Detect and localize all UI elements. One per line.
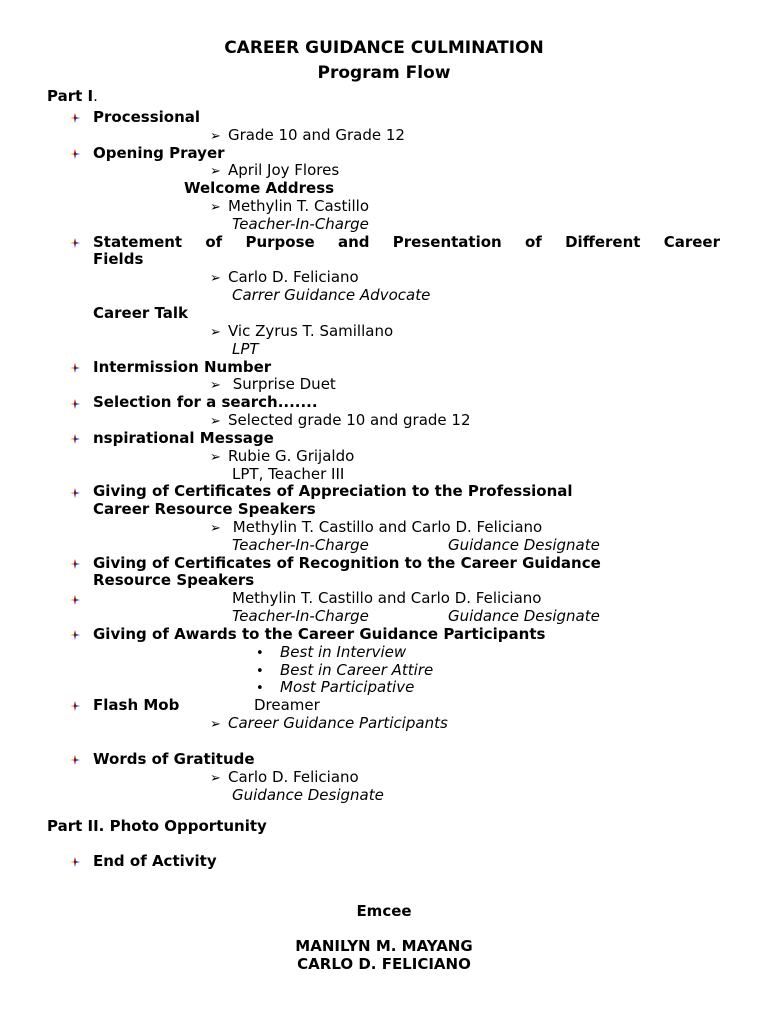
- item-statement-line1: Statement of Purpose and Presentation of Different Career: [93, 233, 720, 251]
- emcee-name-2: CARLO D. FELICIANO: [297, 955, 471, 973]
- award-list-item: • Most Participative: [256, 678, 415, 696]
- document-subtitle: Program Flow: [317, 63, 451, 83]
- item-recognition-names: Methylin T. Castillo and Carlo D. Feliciano: [232, 589, 542, 607]
- bullet-dot-icon: •: [256, 681, 264, 696]
- item-gratitude: Words of Gratitude: [93, 750, 255, 768]
- item-inspirational: nspirational Message: [93, 429, 274, 447]
- arrow-icon: ➢: [210, 164, 221, 179]
- arrow-icon: ➢: [210, 200, 221, 215]
- bullet-mark-icon: [70, 559, 80, 569]
- item-opening-prayer-detail: ➢ April Joy Flores: [210, 161, 340, 179]
- part2-heading: Part II. Photo Opportunity: [47, 817, 267, 835]
- award-list-item: • Best in Interview: [256, 643, 407, 661]
- bullet-mark-icon: [70, 238, 80, 248]
- item-appreciation-role2: Guidance Designate: [448, 536, 600, 554]
- part1-heading: Part I.: [47, 87, 98, 105]
- item-flash-mob-detail: ➢ Career Guidance Participants: [210, 714, 448, 732]
- item-recognition-role2: Guidance Designate: [448, 607, 600, 625]
- item-statement-name: ➢ Carlo D. Feliciano: [210, 268, 359, 286]
- bullet-mark-icon: [70, 630, 80, 640]
- bullet-mark-icon: [70, 488, 80, 498]
- arrow-icon: ➢: [210, 325, 221, 340]
- item-appreciation-role1: Teacher-In-Charge: [232, 536, 369, 554]
- bullet-mark-icon: [70, 857, 80, 867]
- item-statement-line2: Fields: [93, 250, 144, 268]
- arrow-icon: ➢: [210, 378, 221, 393]
- item-selection: Selection for a search.......: [93, 393, 318, 411]
- bullet-mark-icon: [70, 363, 80, 373]
- bullet-mark-icon: [70, 755, 80, 765]
- item-appreciation-line2: Career Resource Speakers: [93, 500, 316, 518]
- item-appreciation-names: ➢ Methylin T. Castillo and Carlo D. Feliciano: [210, 518, 543, 536]
- bullet-mark-icon: [70, 701, 80, 711]
- item-inspirational-name: ➢ Rubie G. Grijaldo: [210, 447, 355, 465]
- item-intermission: Intermission Number: [93, 358, 272, 376]
- item-gratitude-role: Guidance Designate: [232, 786, 384, 804]
- bullet-mark-icon: [70, 434, 80, 444]
- item-recognition-line2: Resource Speakers: [93, 571, 255, 589]
- arrow-icon: ➢: [210, 521, 221, 536]
- arrow-icon: ➢: [210, 450, 221, 465]
- item-gratitude-name: ➢ Carlo D. Feliciano: [210, 768, 359, 786]
- bullet-mark-icon: [70, 399, 80, 409]
- bullet-mark-icon: [70, 113, 80, 123]
- item-inspirational-role: LPT, Teacher III: [232, 465, 345, 483]
- item-selection-detail: ➢ Selected grade 10 and grade 12: [210, 411, 471, 429]
- award-list-item: • Best in Career Attire: [256, 661, 434, 679]
- item-awards: Giving of Awards to the Career Guidance Participants: [93, 625, 546, 643]
- emcee-name-1: MANILYN M. MAYANG: [295, 937, 473, 955]
- item-career-talk-name: ➢ Vic Zyrus T. Samillano: [210, 322, 394, 340]
- item-opening-prayer: Opening Prayer: [93, 144, 225, 162]
- bullet-dot-icon: •: [256, 646, 264, 661]
- arrow-icon: ➢: [210, 129, 221, 144]
- item-welcome-name: ➢ Methylin T. Castillo: [210, 197, 370, 215]
- item-appreciation-line1: Giving of Certificates of Appreciation to the Professional: [93, 482, 573, 500]
- item-statement-role: Carrer Guidance Advocate: [232, 286, 431, 304]
- item-intermission-detail: ➢ Surprise Duet: [210, 375, 336, 393]
- bullet-mark-icon: [70, 149, 80, 159]
- bullet-mark-icon: [70, 595, 80, 605]
- item-recognition-line1: Giving of Certificates of Recognition to the Career Guidance: [93, 554, 601, 572]
- document-title: CAREER GUIDANCE CULMINATION: [224, 38, 544, 58]
- item-processional-detail: ➢ Grade 10 and Grade 12: [210, 126, 405, 144]
- item-flash-mob-song: Dreamer: [254, 696, 320, 714]
- emcee-label: Emcee: [356, 902, 412, 920]
- item-career-talk: Career Talk: [93, 304, 189, 322]
- item-recognition-role1: Teacher-In-Charge: [232, 607, 369, 625]
- arrow-icon: ➢: [210, 414, 221, 429]
- arrow-icon: ➢: [210, 771, 221, 786]
- arrow-icon: ➢: [210, 271, 221, 286]
- item-career-talk-role: LPT: [232, 340, 259, 358]
- bullet-dot-icon: •: [256, 664, 264, 679]
- item-welcome-address: Welcome Address: [184, 179, 335, 197]
- item-processional: Processional: [93, 108, 201, 126]
- item-welcome-role: Teacher-In-Charge: [232, 215, 369, 233]
- arrow-icon: ➢: [210, 717, 221, 732]
- item-end-of-activity: End of Activity: [93, 852, 217, 870]
- item-flash-mob: Flash Mob: [93, 696, 180, 714]
